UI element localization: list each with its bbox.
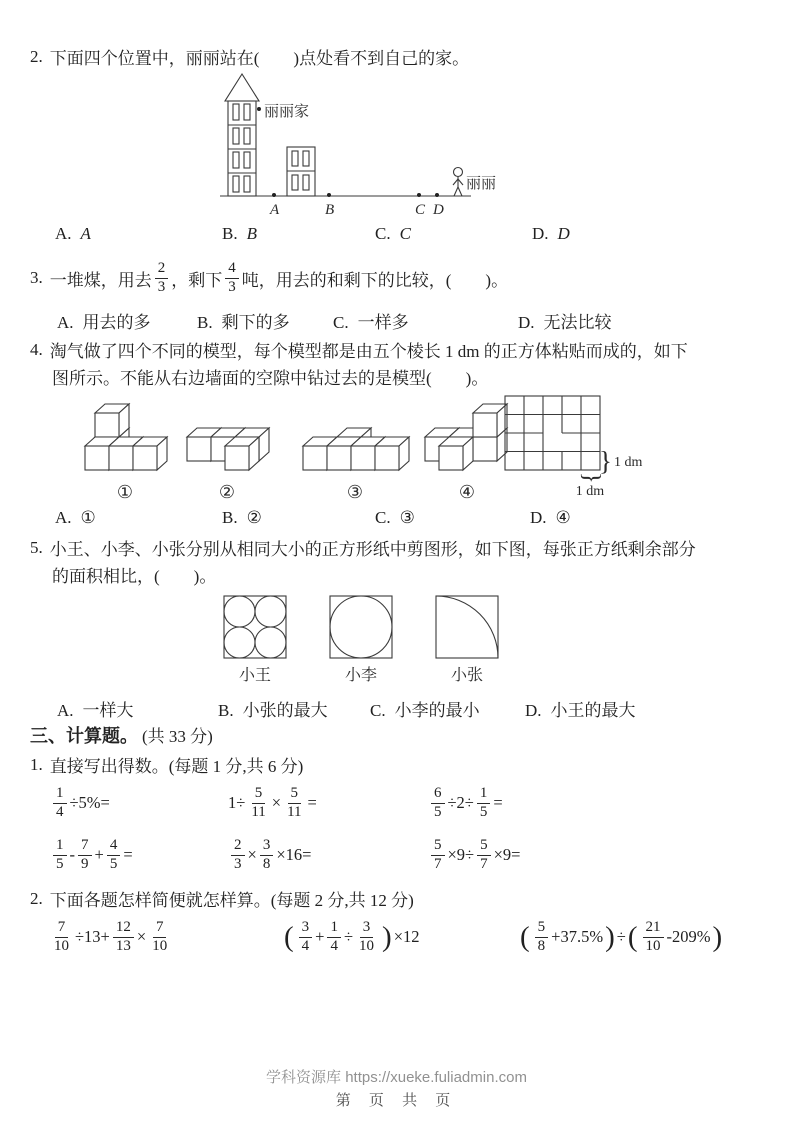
model-1-drawing: [85, 404, 167, 470]
part-2-header: 2. 下面各题怎样简便就怎样算。 (每题 2 分,共 12 分): [30, 888, 414, 910]
part-1-header: 1. 直接写出得数。 (每题 1 分,共 6 分): [30, 754, 304, 776]
fraction: $\frac{7}{10}$: [54, 918, 69, 954]
footer-page-label: 第 页 共 页: [335, 1092, 458, 1109]
question-2-text: [30, 44, 469, 69]
calc-expression-5: $\frac{2}{3}$ × $\frac{3}{8}$ ×16=: [228, 830, 311, 880]
fraction: $\frac{5}{7}$: [477, 837, 491, 873]
simplify-expression-2: ( $\frac{3}{4}$ + $\frac{1}{4}$ ÷ $\frac{3}{10}$ ) ×12: [284, 918, 420, 954]
wall-bottom-dim: 1 dm: [575, 484, 605, 499]
fraction: $\frac{7}{9}$: [78, 837, 92, 873]
xiaowang-label: 小王: [238, 667, 272, 684]
calc-expression-4: $\frac{1}{5}$ - $\frac{7}{9}$ + $\frac{4}{5}$ =: [50, 830, 133, 880]
calc-expression-1: $\frac{1}{4}$ ÷5%=: [50, 778, 110, 828]
model-4-drawing: [425, 404, 507, 470]
fraction: $\frac{4}{3}$: [225, 260, 239, 296]
question-4-line2: 图所示。不能从右边墙面的空隙中钻过去的是模型( )。: [52, 369, 489, 388]
model-3-label: ③: [346, 482, 364, 502]
fraction: $\frac{21}{10}$: [643, 919, 664, 955]
q4-option-c: C. ③: [375, 508, 415, 527]
fraction: $\frac{3}{10}$: [359, 918, 375, 954]
question-5-line2: 的面积相比，( )。: [52, 567, 217, 586]
home-label: 丽丽家: [264, 104, 310, 120]
q4-option-b: B. ②: [222, 508, 262, 527]
question-3-text: 3. 一堆煤，用去 $\frac{2}{3}$ ，剩下 $\frac{4}{3}$ 吨，用去的和剩下的比较，( )。: [30, 259, 509, 295]
girl-label: 丽丽: [466, 176, 497, 192]
fraction: $\frac{6}{5}$: [431, 785, 445, 821]
section-3-header: [30, 722, 213, 748]
question-4-number: 4.: [30, 339, 43, 359]
fraction: $\frac{4}{5}$: [107, 837, 121, 873]
fraction: $\frac{2}{3}$: [155, 260, 169, 296]
point-b-label: B: [325, 202, 335, 218]
question-2-stem: 下面四个位置中，丽丽站在( )点处看不到自己的家。: [49, 49, 470, 68]
model-4-label: ④: [458, 482, 476, 502]
fraction: $\frac{7}{10}$: [152, 918, 168, 954]
q5-squares-diagram: [218, 592, 518, 690]
calc-expression-2: 1÷ $\frac{5}{11}$ × $\frac{5}{11}$ =: [228, 784, 317, 820]
point-c-label: C: [415, 202, 426, 218]
simplify-expression-1: $\frac{7}{10}$ ÷13+ $\frac{12}{13}$ × $\frac{7}{10}$: [48, 912, 173, 962]
fraction: $\frac{1}{4}$: [327, 919, 341, 955]
q5-option-d: D. 小王的最大: [525, 701, 636, 720]
fraction: $\frac{5}{11}$: [251, 784, 266, 820]
model-1-label: ①: [116, 482, 134, 502]
fraction: $\frac{5}{7}$: [431, 837, 445, 873]
fraction: $\frac{12}{13}$: [113, 919, 134, 955]
model-2-label: ②: [218, 482, 236, 502]
q2-position-diagram: [213, 68, 513, 223]
fraction: $\frac{3}{8}$: [260, 837, 274, 873]
section-3-score: (共 33 分): [142, 727, 213, 746]
girl-figure-icon: [453, 168, 463, 197]
tall-building-drawing: [225, 74, 259, 196]
q4-wall-diagram: [498, 390, 663, 505]
wall-right-dim: 1 dm: [614, 455, 643, 470]
fraction: $\frac{1}{4}$: [53, 785, 67, 821]
fraction: $\frac{5}{8}$: [535, 919, 549, 955]
q2-option-b: B. B: [222, 224, 257, 243]
question-5-number: 5.: [30, 537, 43, 557]
wall-grid-drawing: [505, 396, 600, 470]
xiaowang-square-drawing: [224, 596, 286, 658]
fraction: $\frac{2}{3}$: [231, 837, 245, 873]
question-4-line1: 4. 淘气做了四个不同的模型，每个模型都是由五个棱长 1 dm 的正方体粘贴而成的，如下: [30, 339, 688, 361]
bottom-brace: }: [578, 472, 604, 484]
right-brace: }: [599, 446, 612, 476]
calc-expression-6: $\frac{5}{7}$ ×9÷ $\frac{5}{7}$ ×9=: [428, 830, 521, 880]
q2-option-a: A. A: [55, 224, 91, 243]
simplify-expression-3: ( $\frac{5}{8}$ +37.5% ) ÷ ( $\frac{21}{10}$ -209% ): [520, 918, 723, 954]
question-2-number: 2.: [30, 46, 43, 66]
q3-option-a: A. 用去的多: [57, 313, 151, 332]
calc-expression-3: $\frac{6}{5}$ ÷2÷ $\frac{1}{5}$ =: [428, 778, 503, 828]
fraction: $\frac{5}{11}$: [287, 784, 302, 820]
xiaozhang-square-drawing: [436, 596, 498, 658]
footer-source-watermark: 学科资源库 https://xueke.fuliadmin.com: [266, 1069, 527, 1086]
q3-option-b: B. 剩下的多: [197, 313, 290, 332]
q5-option-a: A. 一样大: [57, 701, 134, 720]
section-3-title: 三、计算题。: [30, 726, 138, 746]
q5-option-b: B. 小张的最大: [218, 701, 328, 720]
point-d-label: D: [433, 202, 444, 218]
fraction: $\frac{3}{4}$: [299, 919, 313, 955]
q5-option-c: C. 小李的最小: [370, 701, 480, 720]
q2-option-d: D. D: [532, 224, 570, 243]
question-3-number: 3.: [30, 268, 43, 287]
point-a-label: A: [270, 202, 280, 218]
model-3-drawing: [303, 428, 409, 470]
short-building-drawing: [287, 147, 315, 196]
q4-option-a: A. ①: [55, 508, 96, 527]
model-2-drawing: [187, 428, 269, 470]
xiaozhang-label: 小张: [450, 667, 484, 684]
question-5-line1: 5. 小王、小李、小张分别从相同大小的正方形纸中剪图形，如下图，每张正方纸剩余部分: [30, 537, 696, 559]
home-point-dot: [257, 107, 261, 111]
q4-option-d: D. ④: [530, 508, 571, 527]
q3-option-d: D. 无法比较: [518, 313, 612, 332]
q2-option-c: C. C: [375, 224, 411, 243]
fraction: $\frac{1}{5}$: [477, 785, 491, 821]
fraction: $\frac{1}{5}$: [53, 837, 67, 873]
xiaoli-square-drawing: [330, 596, 392, 658]
q4-models-diagram: [75, 390, 485, 505]
xiaoli-label: 小李: [344, 667, 378, 684]
q3-option-c: C. 一样多: [333, 313, 409, 332]
